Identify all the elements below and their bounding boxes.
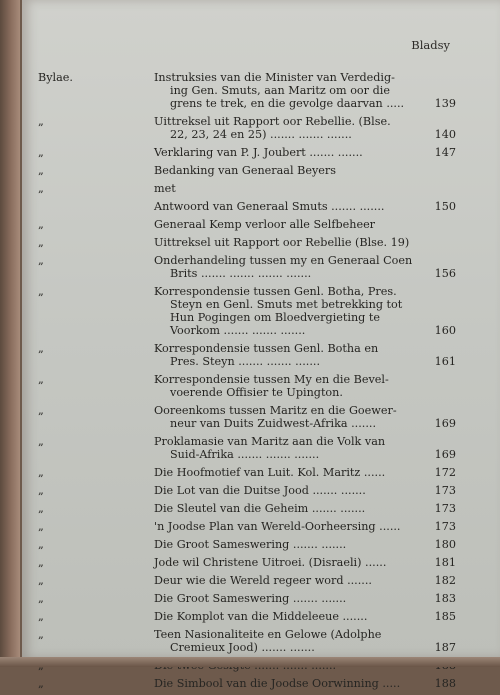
- entry-title-line: Verklaring van P. J. Joubert ....... .......: [154, 146, 363, 159]
- entry-title-line: voerende Offisier te Upington.: [170, 386, 343, 399]
- toc-entry: [38, 502, 456, 515]
- entry-title-line: Ooreenkoms tussen Maritz en die Goewer-: [154, 404, 397, 417]
- toc-entry: [38, 520, 456, 533]
- entry-page-number: 147: [434, 146, 456, 159]
- entry-marker: „: [38, 342, 44, 355]
- entry-title-line: Cremieux Jood) ....... .......: [170, 641, 315, 654]
- toc-entry: [38, 404, 456, 430]
- entry-page-number: 187: [434, 641, 456, 654]
- entry-page-number: 188: [434, 677, 456, 690]
- entry-marker: „: [38, 610, 44, 623]
- entry-title-line: ing Gen. Smuts, aan Maritz om oor die: [170, 84, 390, 97]
- toc-entry: [38, 610, 456, 623]
- entry-title: [154, 677, 456, 690]
- entry-title-line: Jode wil Christene Uitroei. (Disraeli) ......: [154, 556, 387, 569]
- toc-entry: [38, 677, 456, 690]
- entry-title: [154, 466, 456, 479]
- toc-entry: [38, 146, 456, 159]
- toc-entry: [38, 285, 456, 337]
- entry-title: [154, 484, 456, 497]
- entry-title: [154, 218, 456, 231]
- entry-page-number: 180: [434, 538, 456, 551]
- entry-title-line: Antwoord van Generaal Smuts ....... .......: [154, 200, 385, 213]
- toc-entry: [38, 628, 456, 654]
- entry-marker: „: [38, 254, 44, 267]
- entry-title-line: Die Sleutel van die Geheim ....... .......: [154, 502, 366, 515]
- entry-page-number: 185: [434, 610, 456, 623]
- entry-title-line: Uittreksel uit Rapport oor Rebellie (Blse. 19): [154, 236, 410, 249]
- entry-title-line: grens te trek, en die gevolge daarvan .....: [170, 97, 405, 110]
- entry-title: [154, 520, 456, 533]
- entry-page-number: 183: [434, 592, 456, 605]
- table-of-contents: [38, 71, 456, 695]
- entry-marker: „: [38, 556, 44, 569]
- entry-title-line: Die Hoofmotief van Luit. Kol. Maritz ......: [154, 466, 386, 479]
- toc-entry: [38, 466, 456, 479]
- entry-marker: Bylae.: [38, 71, 73, 84]
- entry-title: [154, 502, 456, 515]
- entry-marker: „: [38, 404, 44, 417]
- toc-entry: [38, 556, 456, 569]
- toc-entry: [38, 164, 456, 177]
- page-column-header: Bladsy: [411, 38, 450, 52]
- entry-title-line: Deur wie die Wereld regeer word .......: [154, 574, 372, 587]
- toc-entry: [38, 592, 456, 605]
- book-spine-edge: [0, 0, 20, 667]
- entry-page-number: 182: [434, 574, 456, 587]
- entry-title-line: Instruksies van die Minister van Verdedig-: [154, 71, 395, 84]
- entry-title: [154, 592, 456, 605]
- entry-title-line: Pres. Steyn ....... ....... .......: [170, 355, 321, 368]
- entry-marker: „: [38, 182, 44, 195]
- entry-title-line: 22, 23, 24 en 25) ....... ....... .......: [170, 128, 352, 141]
- entry-title-line: Onderhandeling tussen my en Generaal Coen: [154, 254, 413, 267]
- entry-title: [154, 342, 456, 368]
- entry-title-line: Teen Nasionaliteite en Gelowe (Adolphe: [154, 628, 382, 641]
- entry-title-line: Suid-Afrika ....... ....... .......: [170, 448, 320, 461]
- entry-marker: „: [38, 538, 44, 551]
- entry-marker: „: [38, 520, 44, 533]
- entry-marker: „: [38, 484, 44, 497]
- entry-title-line: Die Groot Sameswering ....... .......: [154, 592, 347, 605]
- entry-title-line: Korrespondensie tussen My en die Bevel-: [154, 373, 389, 386]
- entry-title: [154, 373, 456, 399]
- entry-title-line: Korrespondensie tussen Genl. Botha en: [154, 342, 379, 355]
- entry-page-number: 169: [434, 448, 456, 461]
- entry-marker: „: [38, 677, 44, 690]
- entry-marker: „: [38, 285, 44, 298]
- entry-page-number: 139: [434, 97, 456, 110]
- toc-entry: [38, 435, 456, 461]
- entry-title-line: 'n Joodse Plan van Wereld-Oorheersing ......: [154, 520, 401, 533]
- entry-title: [154, 556, 456, 569]
- entry-title-line: Die Lot van die Duitse Jood ....... .......: [154, 484, 366, 497]
- entry-title: [154, 200, 456, 213]
- entry-page-number: 169: [434, 417, 456, 430]
- entry-title-line: neur van Duits Zuidwest-Afrika .......: [170, 417, 377, 430]
- entry-title: [154, 610, 456, 623]
- entry-page-number: 181: [434, 556, 456, 569]
- entry-title-line: Proklamasie van Maritz aan die Volk van: [154, 435, 386, 448]
- entry-title-line: Hun Pogingen om Bloedvergieting te: [170, 311, 381, 324]
- entry-page-number: 160: [434, 324, 456, 337]
- entry-title: [154, 182, 456, 195]
- entry-title-line: met: [154, 182, 176, 195]
- entry-title: [154, 628, 456, 654]
- entry-title: [154, 71, 456, 110]
- toc-entry: [38, 342, 456, 368]
- entry-marker: „: [38, 164, 44, 177]
- book-page: [22, 0, 500, 690]
- entry-marker: „: [38, 115, 44, 128]
- toc-entry: [38, 115, 456, 141]
- entry-title: [154, 404, 456, 430]
- toc-entry: [38, 236, 456, 249]
- toc-entry: [84, 200, 456, 213]
- toc-entry: [38, 538, 456, 551]
- table-surface: [0, 657, 500, 667]
- entry-page-number: 173: [434, 484, 456, 497]
- toc-entry: [38, 182, 456, 195]
- entry-marker: „: [38, 466, 44, 479]
- entry-title: [154, 285, 456, 337]
- entry-title-line: Bedanking van Generaal Beyers: [154, 164, 336, 177]
- entry-page-number: 156: [434, 267, 456, 280]
- entry-marker: „: [38, 236, 44, 249]
- entry-marker: „: [38, 502, 44, 515]
- entry-title: [154, 254, 456, 280]
- entry-title-line: Generaal Kemp verloor alle Selfbeheer: [154, 218, 376, 231]
- entry-title-line: Korrespondensie tussen Genl. Botha, Pres.: [154, 285, 397, 298]
- entry-title: [154, 574, 456, 587]
- entry-page-number: 172: [434, 466, 456, 479]
- entry-marker: „: [38, 435, 44, 448]
- entry-title-line: Die Groot Sameswering ....... .......: [154, 538, 347, 551]
- entry-title: [154, 236, 456, 249]
- toc-entry: [38, 71, 456, 110]
- entry-marker: „: [38, 218, 44, 231]
- toc-entry: [38, 218, 456, 231]
- entry-marker: „: [38, 592, 44, 605]
- entry-marker: „: [38, 628, 44, 641]
- entry-title-line: Die Komplot van die Middeleeue .......: [154, 610, 368, 623]
- entry-marker: „: [38, 373, 44, 386]
- entry-page-number: 173: [434, 520, 456, 533]
- toc-entry: [38, 484, 456, 497]
- entry-title: [154, 435, 456, 461]
- entry-title: [154, 115, 456, 141]
- entry-page-number: 150: [434, 200, 456, 213]
- toc-entry: [38, 373, 456, 399]
- toc-entry: [38, 574, 456, 587]
- entry-page-number: 140: [434, 128, 456, 141]
- entry-title: [154, 164, 456, 177]
- entry-page-number: 161: [434, 355, 456, 368]
- entry-marker: „: [38, 146, 44, 159]
- entry-title-line: Uittreksel uit Rapport oor Rebellie. (Blse.: [154, 115, 391, 128]
- toc-entry: [38, 254, 456, 280]
- entry-title-line: Brits ....... ....... ....... .......: [170, 267, 312, 280]
- entry-title-line: Voorkom ....... ....... .......: [170, 324, 306, 337]
- entry-marker: „: [38, 574, 44, 587]
- entry-title: [154, 538, 456, 551]
- entry-title-line: Steyn en Genl. Smuts met betrekking tot: [170, 298, 403, 311]
- entry-page-number: 173: [434, 502, 456, 515]
- entry-title-line: Die Simbool van die Joodse Oorwinning .....: [154, 677, 401, 690]
- entry-title: [154, 146, 456, 159]
